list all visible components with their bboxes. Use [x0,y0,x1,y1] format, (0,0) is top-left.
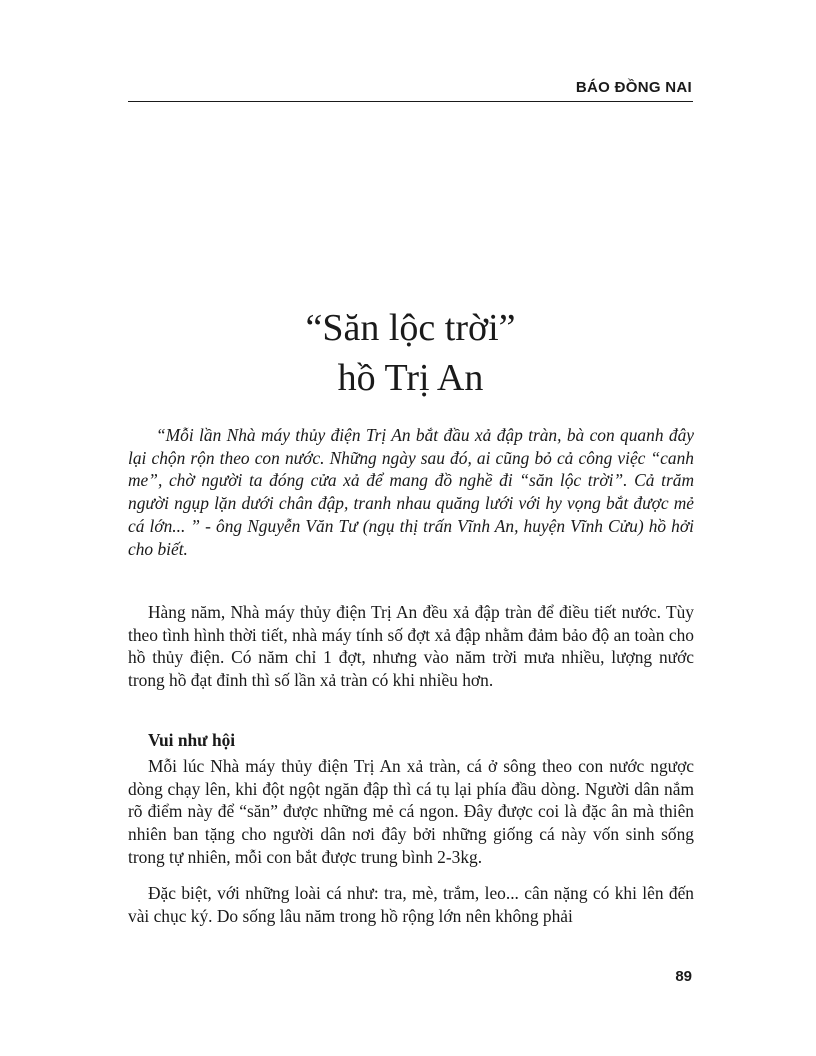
running-head: BÁO ĐỒNG NAI [575,79,692,96]
body-paragraph-3: Đặc biệt, với những loài cá như: tra, mè, trắm, leo... cân nặng có khi lên đến vài chục ký. Do sống lâu năm trong hồ rộng lớn nên không phải [128,883,694,926]
body-paragraph-2: Mỗi lúc Nhà máy thủy điện Trị An xả tràn, cá ở sông theo con nước ngược dòng chạy lên, khi đột ngột ngăn đập thì cá tụ lại phía đầu dòng. Người dân nắm rõ điểm này để “săn” được những mẻ cá ngon. Đây được coi là đặc ân mà thiên nhiên ban tặng cho người dân nơi đây bởi những giống cá này vốn sinh sống trong tự nhiên, mỗi con bắt được trung bình 2-3kg. [128,756,694,867]
intro-quote: “Mỗi lần Nhà máy thủy điện Trị An bắt đầu xả đập tràn, bà con quanh đây lại chộn rộn theo con nước. Những ngày sau đó, ai cũng bỏ cả công việc “canh me”, chờ người ta đóng cửa xả để mang đồ nghề đi “săn lộc trời”. Cả trăm người ngụp lặn dưới chân đập, tranh nhau quăng lưới với hy vọng bắt được mẻ cá lớn... ” - ông Nguyễn Văn Tư (ngụ thị trấn Vĩnh An, huyện Vĩnh Cửu) hồ hởi cho biết. [128,425,694,559]
body-paragraph-1: Hàng năm, Nhà máy thủy điện Trị An đều xả đập tràn để điều tiết nước. Tùy theo tình hình thời tiết, nhà máy tính số đợt xả đập nhằm đảm bảo độ an toàn cho hồ thủy điện. Có năm chỉ 1 đợt, nhưng vào năm trời mưa nhiều, lượng nước trong hồ đạt đỉnh thì số lần xả tràn có khi nhiều hơn. [128,602,694,691]
section-heading: Vui như hội [148,730,236,750]
article-title [128,303,693,403]
page-number: 89 [675,968,692,985]
header-rule [128,101,693,102]
title-line-2: hồ Trị An [337,357,484,399]
title-line-1: “Săn lộc trời” [305,307,516,349]
